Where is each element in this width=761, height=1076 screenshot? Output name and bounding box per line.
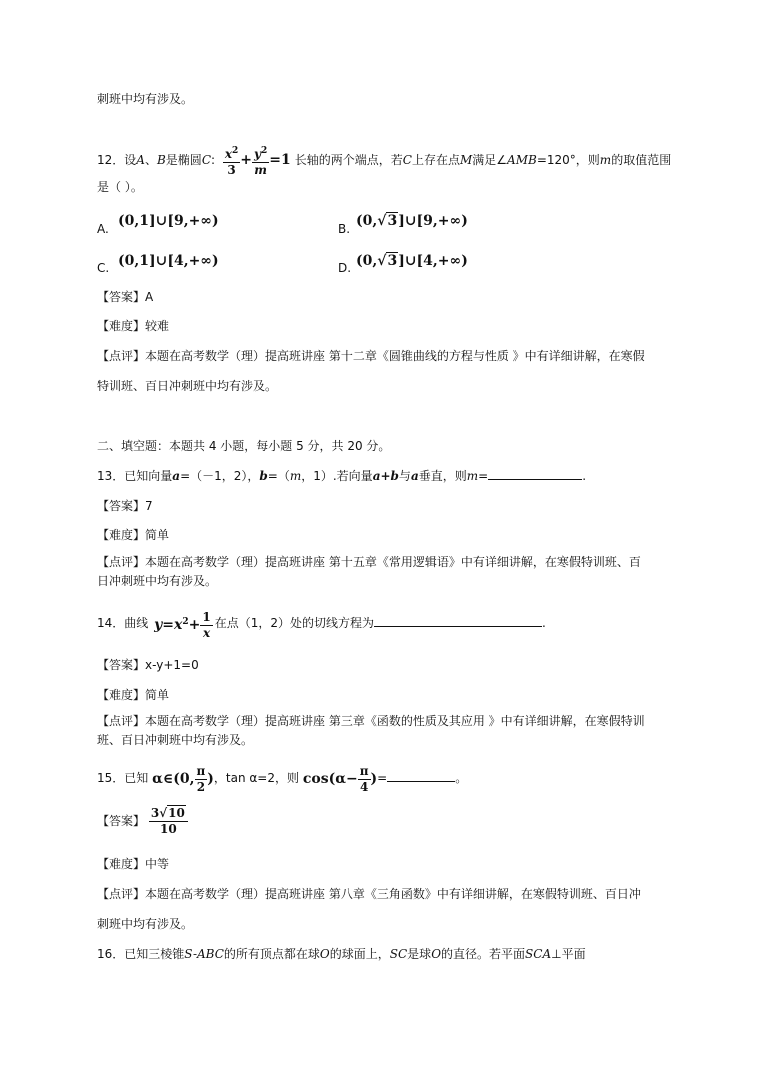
q12-comment-line2: 特训班、百日冲刺班中均有涉及。 — [97, 379, 278, 393]
q14-answer: 【答案】x-y+1=0 — [97, 658, 199, 672]
alpha-range: α∈(0, $\frac{\pi}{2}$ ) — [152, 763, 214, 794]
answer-fraction: $\frac{3√10}{10}$ — [149, 806, 188, 837]
question-15: 15．已知 α∈(0, $\frac{\pi}{2}$ )，tan α=2，则 cos(α− $\frac{\pi}{4}$ )= 。 — [97, 760, 467, 796]
answer-blank — [488, 479, 582, 480]
question-12-line1: 12．设A、B是椭圆C: $\frac{x^2}{3}$ + $\frac{y^2}{m}$ =1 长轴的两个端点，若C上存在点M满足∠AMB=120°，则m的取值范围 — [97, 143, 671, 177]
ellipse-equation: $\frac{x^2}{3}$ + $\frac{y^2}{m}$ =1 — [224, 145, 291, 177]
question-14: 14．曲线 $y=x^2+$ $\frac{1}{x}$ 在点（1，2）处的切线方程为 . — [97, 604, 546, 640]
q13-comment-line2: 日冲刺班中均有涉及。 — [97, 574, 218, 588]
q15-answer: 【答案】 $\frac{3√10}{10}$ — [97, 802, 188, 840]
q13-answer: 【答案】7 — [97, 499, 153, 513]
answer-blank — [374, 626, 542, 627]
q15-comment-line2: 刺班中均有涉及。 — [97, 917, 194, 931]
q14-comment-line1: 【点评】本题在高考数学（理）提高班讲座 第三章《函数的性质及其应用 》中有详细讲解，在寒假特训 — [97, 714, 645, 728]
q13-comment-line1: 【点评】本题在高考数学（理）提高班讲座 第十五章《常用逻辑语》中有详细讲解，在寒假特训班、百 — [97, 555, 641, 569]
section-2-heading: 二、填空题：本题共 4 小题，每小题 5 分，共 20 分。 — [97, 439, 391, 453]
curve-equation: $y=x^2+$ $\frac{1}{x}$ — [154, 610, 211, 640]
q12-answer: 【答案】A — [97, 290, 154, 304]
q15-difficulty: 【难度】中等 — [97, 857, 170, 871]
q12-comment-line1: 【点评】本题在高考数学（理）提高班讲座 第十二章《圆锥曲线的方程与性质 》中有详细讲解，在寒假 — [97, 349, 645, 363]
question-12-line2: 是（ ）。 — [97, 180, 143, 194]
question-16: 16．已知三棱锥S-ABC的所有顶点都在球O的球面上，SC是球O的直径。若平面SCA⊥平面 — [97, 947, 586, 961]
q14-difficulty: 【难度】简单 — [97, 688, 170, 702]
q15-comment-line1: 【点评】本题在高考数学（理）提高班讲座 第八章《三角函数》中有详细讲解，在寒假特训班、百日冲 — [97, 887, 641, 901]
q12-difficulty: 【难度】较难 — [97, 319, 170, 333]
question-13: 13．已知向量a=（－1，2），b=（m，1）.若向量a+b与a垂直，则m= . — [97, 469, 587, 483]
cos-expression: cos(α− $\frac{\pi}{4}$ ) — [302, 763, 378, 794]
q14-comment-line2: 班、百日冲刺班中均有涉及。 — [97, 733, 254, 747]
q13-difficulty: 【难度】简单 — [97, 528, 170, 542]
continuation-line: 刺班中均有涉及。 — [97, 92, 194, 106]
answer-blank — [387, 781, 455, 782]
